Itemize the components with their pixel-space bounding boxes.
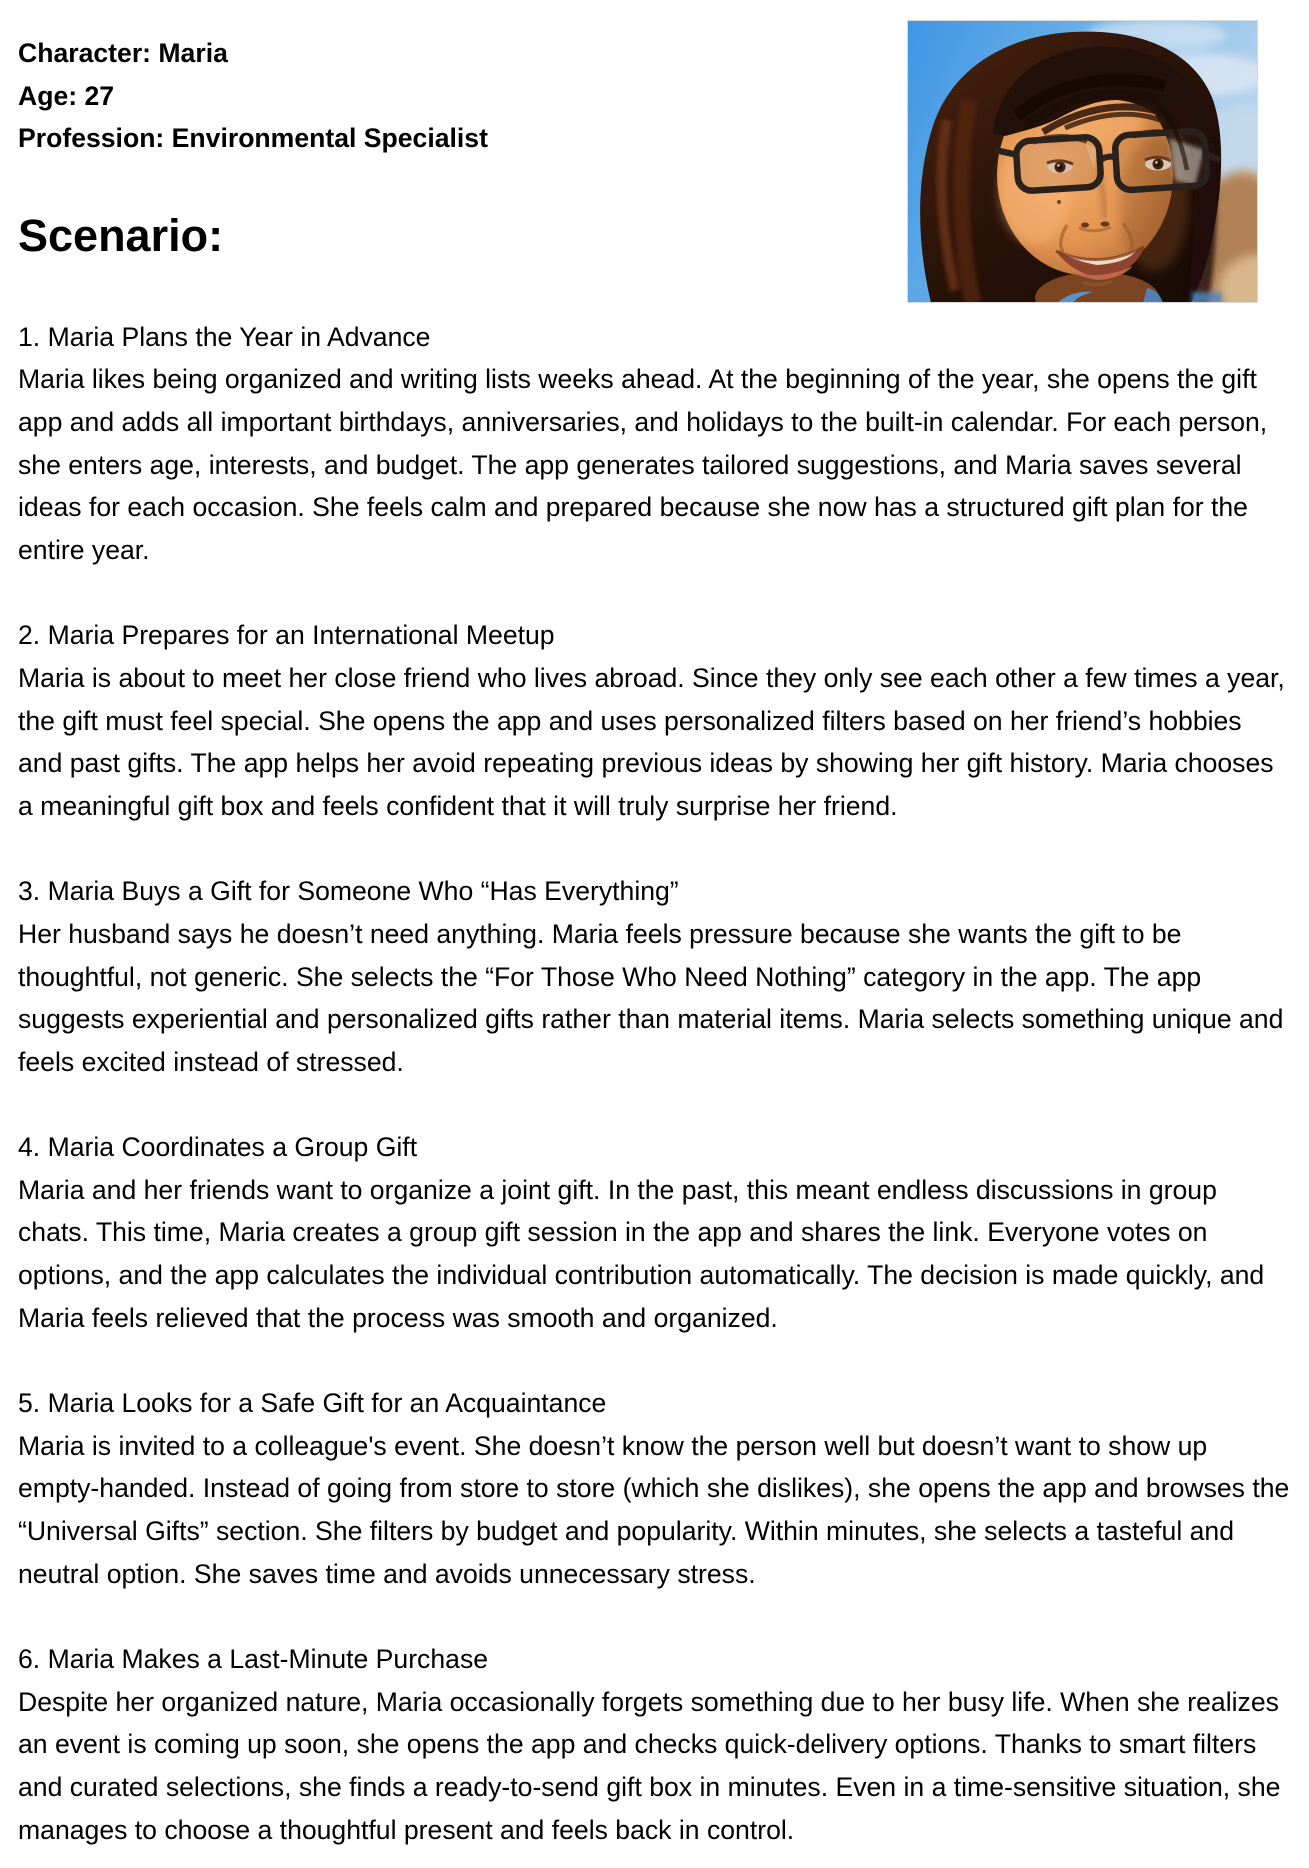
scenario-heading: Scenario: bbox=[18, 209, 224, 261]
profile-photo bbox=[907, 20, 1258, 303]
scenario-2-title: 2. Maria Prepares for an International Meetup bbox=[18, 620, 555, 651]
scenario-4-body: Maria and her friends want to organize a joint gift. In the past, this meant endless discussions in group chats. This time, Maria creates a group gift session in the app and shares the link. Everyone votes on options, and the app calculates the individual contribution automatically. The decision is made quickly, and Maria feels relieved that the process was smooth and organized. bbox=[18, 1174, 1265, 1333]
scenario-2-body: Maria is about to meet her close friend who lives abroad. Since they only see each other a few times a year, the gift must feel special. She opens the app and uses personalized filters based on her friend’s hobbies and past gifts. The app helps her avoid repeating previous ideas by showing her gift history. Maria chooses a meaningful gift box and feels confident that it will truly surprise her friend. bbox=[18, 662, 1285, 821]
scenario-section-2 bbox=[18, 614, 1292, 827]
persona-character-line: Character: Maria bbox=[18, 38, 228, 68]
scenario-3-body: Her husband says he doesn’t need anything. Maria feels pressure because she wants the gift to be thoughtful, not generic. She selects the “For Those Who Need Nothing” category in the app. The app suggests experiential and personalized gifts rather than material items. Maria selects something unique and feels excited instead of stressed. bbox=[18, 918, 1284, 1077]
scenario-section-4 bbox=[18, 1126, 1292, 1339]
scenario-1-title: 1. Maria Plans the Year in Advance bbox=[18, 321, 431, 352]
persona-age-line: Age: 27 bbox=[18, 80, 115, 111]
scenario-section-6 bbox=[18, 1638, 1292, 1851]
profile-photo-image bbox=[907, 20, 1258, 303]
scenario-6-title: 6. Maria Makes a Last-Minute Purchase bbox=[18, 1644, 489, 1675]
scenario-section-3 bbox=[18, 870, 1292, 1083]
scenario-section-5 bbox=[18, 1382, 1292, 1595]
scenario-3-title: 3. Maria Buys a Gift for Someone Who “Has Everything” bbox=[18, 876, 679, 907]
scenario-6-body: Despite her organized nature, Maria occasionally forgets something due to her busy life. When she realizes an event is coming up soon, she opens the app and checks quick-delivery options. Thanks to smart filters and curated selections, she finds a ready-to-send gift box in minutes. Even in a time-sensitive situation, she manages to choose a thoughtful present and feels back in control. bbox=[18, 1686, 1281, 1845]
scenario-section-1 bbox=[18, 316, 1292, 572]
scenario-4-title: 4. Maria Coordinates a Group Gift bbox=[18, 1132, 418, 1163]
scenario-1-body: Maria likes being organized and writing lists weeks ahead. At the beginning of the year, she opens the gift app and adds all important birthdays, anniversaries, and holidays to the built-in calendar. For each person, she enters age, interests, and budget. The app generates tailored suggestions, and Maria saves several ideas for each occasion. She feels calm and prepared because she now has a structured gift plan for the entire year. bbox=[18, 364, 1268, 565]
persona-profession-line: Profession: Environmental Specialist bbox=[18, 123, 488, 154]
scenario-5-title: 5. Maria Looks for a Safe Gift for an Acquaintance bbox=[18, 1388, 607, 1419]
scenario-5-body: Maria is invited to a colleague's event. She doesn’t know the person well but doesn’t want to show up empty-handed. Instead of going from store to store (which she dislikes), she opens the app and browses the “Universal Gifts” section. She filters by budget and popularity. Within minutes, she selects a tasteful and neutral option. She saves time and avoids unnecessary stress. bbox=[18, 1430, 1290, 1589]
